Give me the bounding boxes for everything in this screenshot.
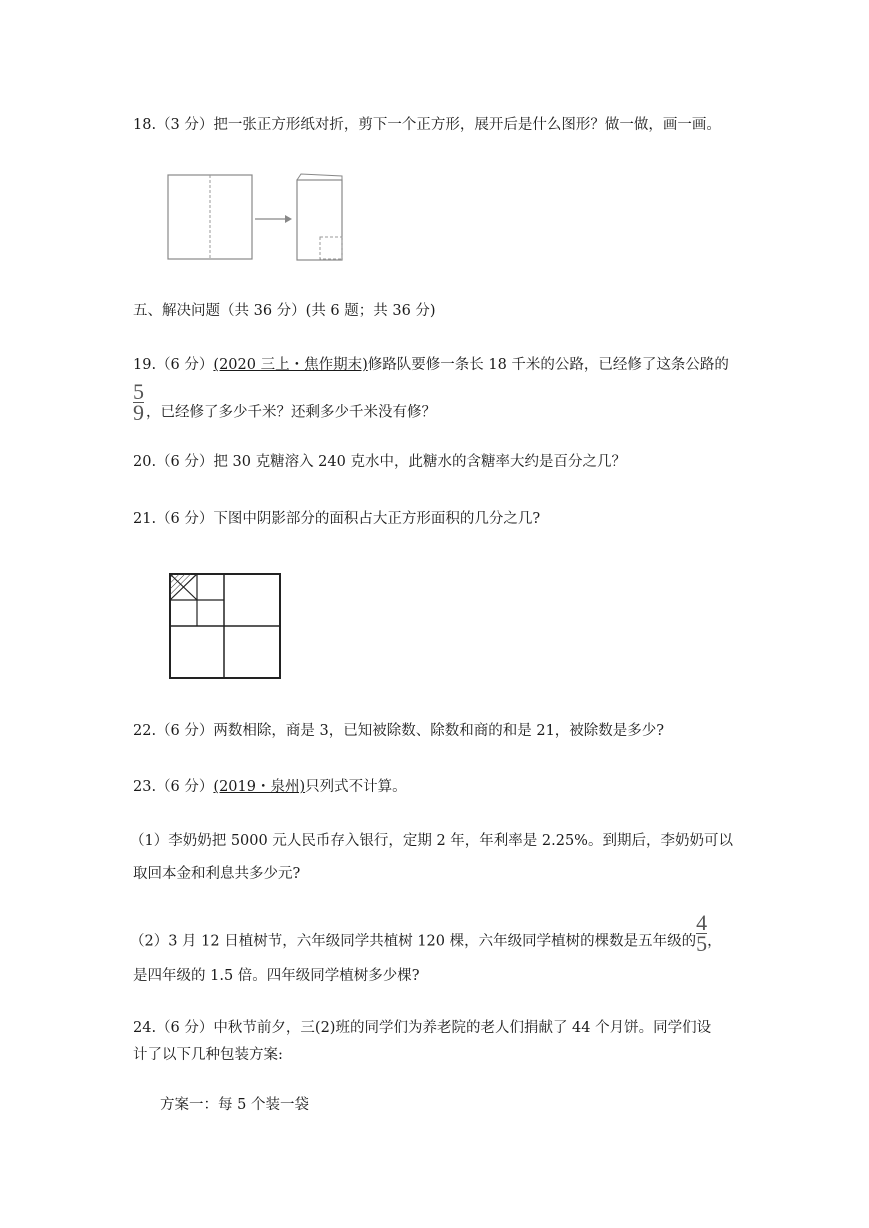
question-number: 19. xyxy=(133,357,157,373)
question-number: 18. xyxy=(133,117,157,133)
question-number: 23. xyxy=(133,779,157,795)
question-text: 只列式不计算。 xyxy=(305,779,407,795)
question-score: （6 分） xyxy=(156,511,214,527)
question-source: (2020 三上・焦作期末) xyxy=(213,357,368,373)
question-22 xyxy=(133,721,664,741)
question-20 xyxy=(133,452,626,472)
question-23-sub2-line2: 是四年级的 1.5 倍。四年级同学植树多少棵? xyxy=(133,968,420,984)
question-text: 下图中阴影部分的面积占大正方形面积的几分之几? xyxy=(213,511,541,527)
question-number: 22. xyxy=(133,723,157,739)
question-23-sub2-line1 xyxy=(130,910,722,956)
punctuation: ， xyxy=(707,933,722,950)
question-number: 20. xyxy=(133,454,157,470)
fraction-numerator: 5 xyxy=(133,379,144,404)
question-19 xyxy=(133,355,729,375)
question-number: 21. xyxy=(133,511,157,527)
question-text: 修路队要修一条长 18 千米的公路，已经修了这条公路的 xyxy=(367,357,729,373)
cut-square xyxy=(320,237,342,259)
question-number: 24. xyxy=(133,1020,157,1036)
fold-edge xyxy=(297,174,342,180)
question-score: （6 分） xyxy=(156,454,214,470)
question-18 xyxy=(133,115,721,135)
fraction-five-ninths xyxy=(133,379,144,425)
question-23 xyxy=(133,777,407,797)
section-title: 五、解决问题（共 36 分）(共 6 题；共 36 分) xyxy=(133,303,436,319)
fraction-denominator: 5 xyxy=(696,931,708,956)
question-text: 把 30 克糖溶入 240 克水中，此糖水的含糖率大约是百分之几？ xyxy=(213,454,626,470)
question-text: （2）3 月 12 日植树节，六年级同学共植树 120 棵，六年级同学植树的棵数是五年级的 xyxy=(130,933,697,950)
question-score: （6 分） xyxy=(156,1020,214,1036)
question-text: 两数相除，商是 3，已知被除数、除数和商的和是 21，被除数是多少? xyxy=(213,723,665,739)
question-text: ，已经修了多少千米？还剩多少千米没有修？ xyxy=(146,404,436,421)
question-24 xyxy=(133,1018,711,1038)
square-grid-diagram xyxy=(166,570,286,682)
question-23-sub1-line2: 取回本金和利息共多少元? xyxy=(133,866,301,882)
question-text: 中秋节前夕，三(2)班的同学们为养老院的老人们捐献了 44 个月饼。同学们设 xyxy=(213,1020,712,1036)
question-24-plan1: 方案一：每 5 个装一袋 xyxy=(160,1097,309,1113)
question-score: （3 分） xyxy=(156,117,214,133)
question-score: （6 分） xyxy=(156,723,214,739)
question-23-sub1-line1: （1）李奶奶把 5000 元人民币存入银行，定期 2 年，年利率是 2.25%。到期后，李奶奶可以 xyxy=(130,833,733,849)
fraction-numerator: 4 xyxy=(696,910,708,935)
fraction-denominator: 9 xyxy=(133,400,144,425)
question-score: （6 分） xyxy=(156,357,214,373)
question-21 xyxy=(133,509,540,529)
question-source: (2019・泉州) xyxy=(213,779,306,795)
question-score: （6 分） xyxy=(156,779,214,795)
arrow-head xyxy=(285,215,292,223)
question-19-line2 xyxy=(133,379,436,425)
fold-diagram xyxy=(160,168,360,268)
question-text: 把一张正方形纸对折，剪下一个正方形，展开后是什么图形？做一做，画一画。 xyxy=(213,117,721,133)
fraction-four-fifths xyxy=(696,910,708,956)
question-24-line2: 计了以下几种包装方案: xyxy=(133,1047,283,1063)
